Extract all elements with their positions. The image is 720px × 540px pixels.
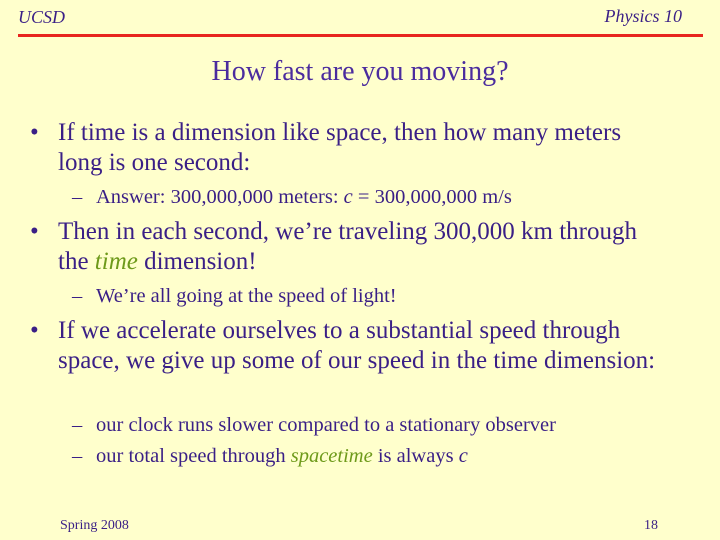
- sub-text: our clock runs slower compared to a stationary observer: [96, 414, 556, 436]
- header-subject: Physics 10: [604, 6, 682, 26]
- bullet-2-pre: Then in each second, we’re traveling 300,000 km through the: [58, 218, 637, 275]
- header-rule: [18, 34, 703, 37]
- sub-highlight: spacetime: [290, 445, 373, 467]
- bullet-dot: •: [30, 119, 39, 146]
- bullet-dot: •: [30, 317, 39, 344]
- sub-dash: –: [72, 414, 83, 436]
- sub-text-post: = 300,000,000 m/s: [352, 186, 512, 208]
- page-number: 18: [644, 518, 658, 533]
- bullet-1-sub-1: [72, 182, 696, 212]
- sub-text-pre: our total speed through: [96, 445, 291, 467]
- slide-title: How fast are you moving?: [211, 56, 509, 87]
- sub-text: We’re all going at the speed of light!: [96, 285, 397, 307]
- sub-dash: –: [72, 445, 83, 467]
- sub-dash: –: [72, 285, 83, 307]
- bullet-3: [30, 316, 658, 376]
- sub-var: c: [343, 186, 353, 208]
- bullet-1: [30, 118, 658, 178]
- bullet-2: [30, 217, 658, 277]
- sub-dash: –: [72, 186, 83, 208]
- bullet-2-post: dimension!: [137, 248, 257, 275]
- footer-date: Spring 2008: [60, 518, 129, 533]
- bullet-dot: •: [30, 218, 39, 245]
- bullet-3-sub-2: [72, 441, 696, 471]
- header-course: UCSD: [18, 7, 66, 27]
- bullet-3-text: If we accelerate ourselves to a substantial speed through space, we give up some of our speed in the time dimension:: [58, 317, 656, 374]
- bullet-2-highlight: time: [94, 248, 138, 275]
- sub-text-mid: is always: [372, 445, 459, 467]
- sub-var: c: [458, 445, 468, 467]
- sub-text-pre: Answer: 300,000,000 meters:: [96, 186, 344, 208]
- bullet-3-sub-1: [72, 410, 696, 440]
- bullet-1-text: If time is a dimension like space, then how many meters long is one second:: [58, 119, 622, 176]
- bullet-2-sub-1: [72, 281, 696, 311]
